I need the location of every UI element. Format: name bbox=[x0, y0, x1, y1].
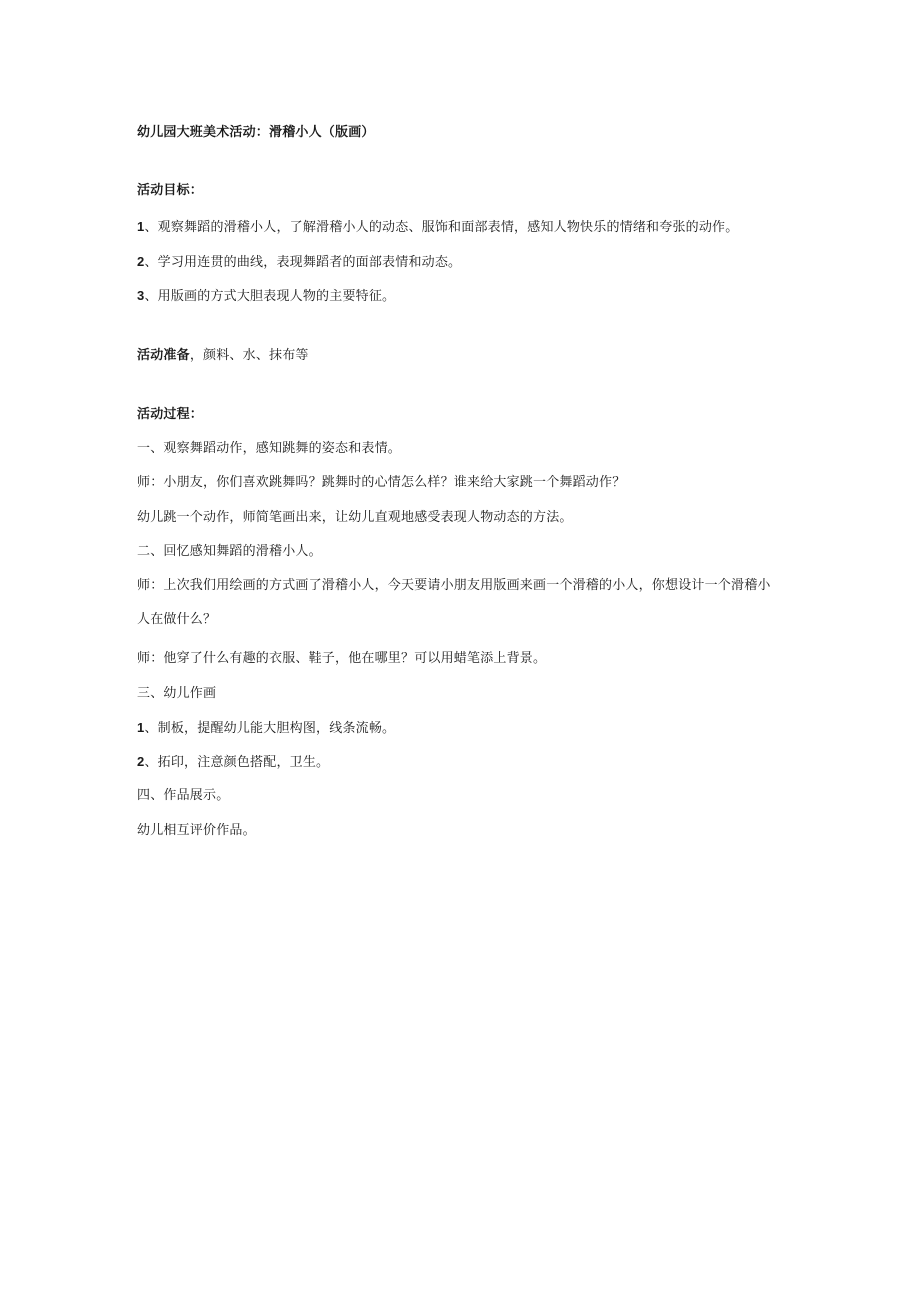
goal-item-1 bbox=[137, 218, 738, 237]
step2-title: 二、回忆感知舞蹈的滑稽小人。 bbox=[137, 544, 322, 559]
process-heading: 活动过程： bbox=[137, 407, 204, 422]
goals-heading: 活动目标： bbox=[137, 183, 204, 198]
step3-item-2 bbox=[137, 753, 329, 772]
step1-title: 一、观察舞蹈动作，感知跳舞的姿态和表情。 bbox=[137, 441, 402, 456]
step4-title: 四、作品展示。 bbox=[137, 788, 230, 803]
step1-teacher: 师：小朋友，你们喜欢跳舞吗？跳舞时的心情怎么样？谁来给大家跳一个舞蹈动作？ bbox=[137, 475, 626, 490]
goal-item-3-text: 、用版画的方式大胆表现人物的主要特征。 bbox=[144, 289, 396, 304]
goal-item-2-number: 2 bbox=[137, 254, 145, 269]
step4-text: 幼儿相互评价作品。 bbox=[137, 823, 256, 838]
preparation-heading: 活动准备 bbox=[137, 348, 190, 363]
step3-item-1 bbox=[137, 719, 395, 738]
preparation-line bbox=[137, 346, 309, 365]
goal-item-3-number: 3 bbox=[137, 288, 145, 303]
document-title: 幼儿园大班美术活动：滑稽小人（版画） bbox=[137, 125, 375, 140]
goal-item-2-text: 、学习用连贯的曲线，表现舞蹈者的面部表情和动态。 bbox=[144, 255, 462, 270]
goal-item-1-number: 1 bbox=[137, 219, 145, 234]
step2-teacher-b: 师：他穿了什么有趣的衣服、鞋子，他在哪里？可以用蜡笔添上背景。 bbox=[137, 651, 547, 666]
step3-item-1-number: 1 bbox=[137, 720, 145, 735]
step1-child: 幼儿跳一个动作，师简笔画出来，让幼儿直观地感受表现人物动态的方法。 bbox=[137, 510, 573, 525]
goal-item-3 bbox=[137, 287, 395, 306]
step3-item-2-number: 2 bbox=[137, 754, 145, 769]
preparation-text: ，颜料、水、抹布等 bbox=[189, 348, 309, 363]
step3-item-1-text: 、制板，提醒幼儿能大胆构图，线条流畅。 bbox=[144, 721, 396, 736]
goal-item-2 bbox=[137, 253, 461, 272]
step2-teacher-a: 师：上次我们用绘画的方式画了滑稽小人，今天要请小朋友用版画来画一个滑稽的小人，你想设计一个滑稽小人在做什么？ bbox=[137, 578, 771, 627]
step3-item-2-text: 、拓印，注意颜色搭配，卫生。 bbox=[144, 755, 330, 770]
step3-title: 三、幼儿作画 bbox=[137, 686, 217, 701]
goal-item-1-text: 、观察舞蹈的滑稽小人，了解滑稽小人的动态、服饰和面部表情，感知人物快乐的情绪和夸张的动作。 bbox=[144, 220, 739, 235]
